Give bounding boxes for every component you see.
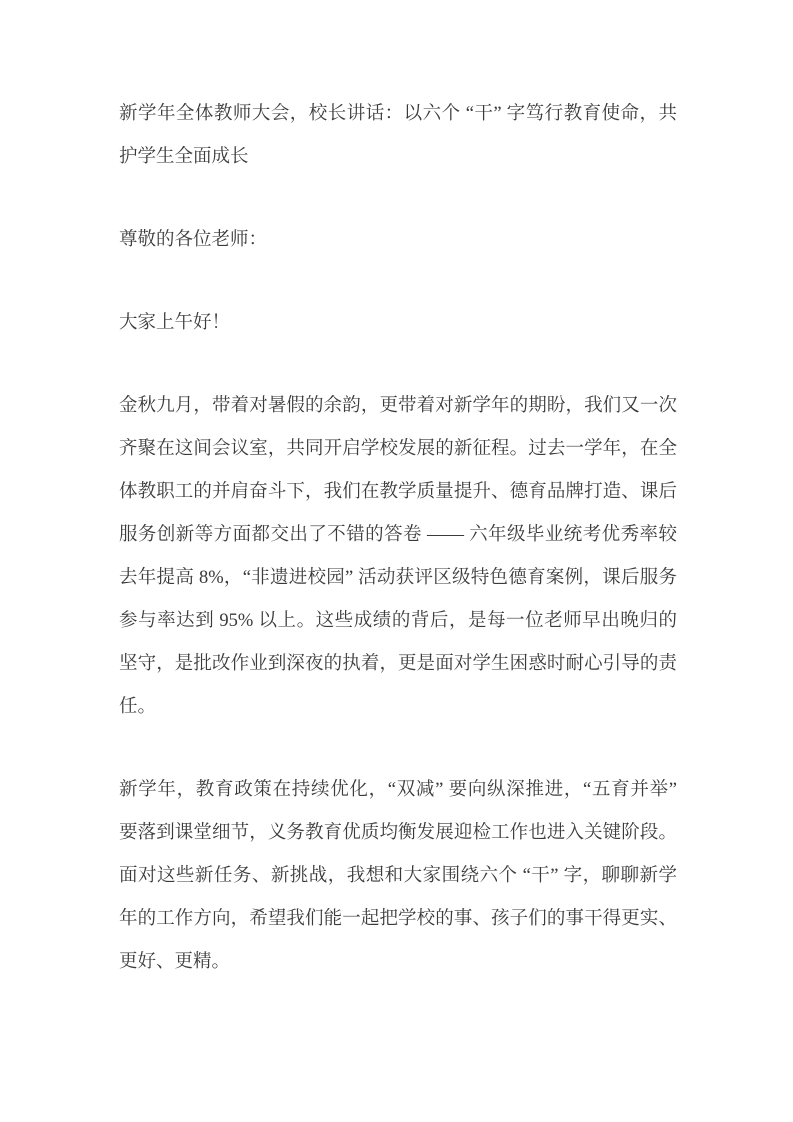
body-paragraph-2: 新学年，教育政策在持续优化，“双减” 要向纵深推进，“五育并举” 要落到课堂细节，义务教育优质均衡发展迎检工作也进入关键阶段。面对这些新任务、新挑战，我想和大家围绕六个 “干” 字，聊聊新学年的工作方向，希望我们能一起把学校的事、孩子们的事干得更实、更好、更精。: [119, 780, 677, 972]
salutation-line: 尊敬的各位老师：: [119, 230, 268, 250]
greeting-line: 大家上午好！: [119, 313, 231, 333]
document-title: 新学年全体教师大会，校长讲话：以六个 “干” 字笃行教育使命，共护学生全面成长: [119, 104, 677, 167]
body-paragraph-1: 金秋九月，带着对暑假的余韵，更带着对新学年的期盼，我们又一次齐聚在这间会议室，共同开启学校发展的新征程。过去一学年，在全体教职工的并肩奋斗下，我们在教学质量提升、德育品牌打造、课后服务创新等方面都交出了不错的答卷 —— 六年级毕业统考优秀率较去年提高 8%，“非遗进校园” 活动获评区级特色德育案例，课后服务参与率达到 95% 以上。这些成绩的背后，是每一位老师早出晚归的坚守，是批改作业到深夜的执着，更是面对学生困惑时耐心引导的责任。: [119, 396, 677, 717]
